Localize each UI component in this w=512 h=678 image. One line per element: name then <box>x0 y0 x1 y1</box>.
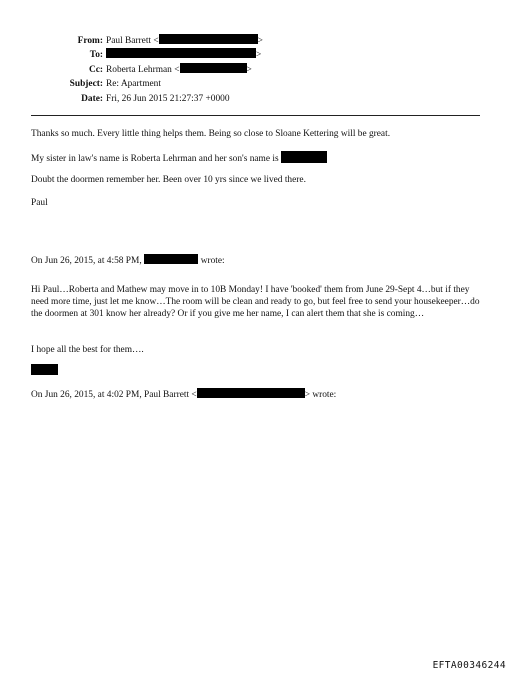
body-line-names-text: My sister in law's name is Roberta Lehrman and her son's name is <box>31 154 279 164</box>
quote2-intro-suffix: > wrote: <box>304 390 337 400</box>
quote1-wish-text: I hope all the best for them…. <box>31 345 144 355</box>
subject-value: Re: Apartment <box>106 79 161 90</box>
redaction-box <box>197 388 305 398</box>
cc-name: Roberta Lehrman < <box>106 64 180 75</box>
quote2-intro <box>31 388 483 401</box>
quote1-intro-prefix: On Jun 26, 2015, at 4:58 PM, <box>31 256 142 266</box>
quote1-message-text: Hi Paul…Roberta and Mathew may move in to 10B Monday! I have 'booked' them from June 29-Sept 4…but if they need more time, just let me know…The room will be clean and ready to go, but feel free to send your housekeeper…do the doormen at 301 know her already? Or if you give me her name, I can alert them that she is coming… <box>31 285 480 319</box>
header-divider <box>31 115 480 116</box>
subject-row <box>20 77 263 91</box>
email-header <box>20 34 263 106</box>
quote1-intro <box>31 254 483 267</box>
from-row <box>20 34 263 48</box>
cc-label: Cc: <box>88 64 103 75</box>
body-line-doormen <box>31 174 483 186</box>
from-close: > <box>257 36 263 46</box>
quote1-wish <box>31 344 483 356</box>
date-value: Fri, 26 Jun 2015 21:27:37 +0000 <box>106 93 230 104</box>
body-line-thanks-text: Thanks so much. Every little thing helps them. Being so close to Sloane Kettering will be great. <box>31 129 391 139</box>
body-line-names <box>31 151 483 165</box>
to-row <box>20 48 263 62</box>
to-close: > <box>256 50 262 61</box>
signoff <box>31 197 483 209</box>
cc-row <box>20 63 263 77</box>
date-row <box>20 92 263 106</box>
cc-close: > <box>246 64 252 75</box>
subject-label: Subject: <box>69 79 103 90</box>
redaction-box <box>106 48 256 58</box>
quote2-intro-prefix: On Jun 26, 2015, at 4:02 PM, Paul Barrett < <box>31 390 197 400</box>
to-label: To: <box>89 50 103 61</box>
redaction-box <box>281 151 327 163</box>
redaction-box <box>144 254 198 264</box>
redaction-box <box>180 63 247 73</box>
quote1-intro-suffix: wrote: <box>200 256 225 266</box>
body-line-doormen-text: Doubt the doormen remember her. Been over 10 yrs since we lived there. <box>31 175 306 185</box>
signoff-text: Paul <box>31 198 48 208</box>
redaction-box <box>159 34 258 44</box>
quote1-message <box>31 284 483 320</box>
from-name: Paul Barrett < <box>106 36 159 46</box>
body-line-thanks <box>31 128 483 140</box>
redaction-box <box>31 364 58 375</box>
date-label: Date: <box>81 93 103 104</box>
from-label: From: <box>77 36 103 46</box>
document-id-stamp: EFTA00346244 <box>432 660 506 671</box>
